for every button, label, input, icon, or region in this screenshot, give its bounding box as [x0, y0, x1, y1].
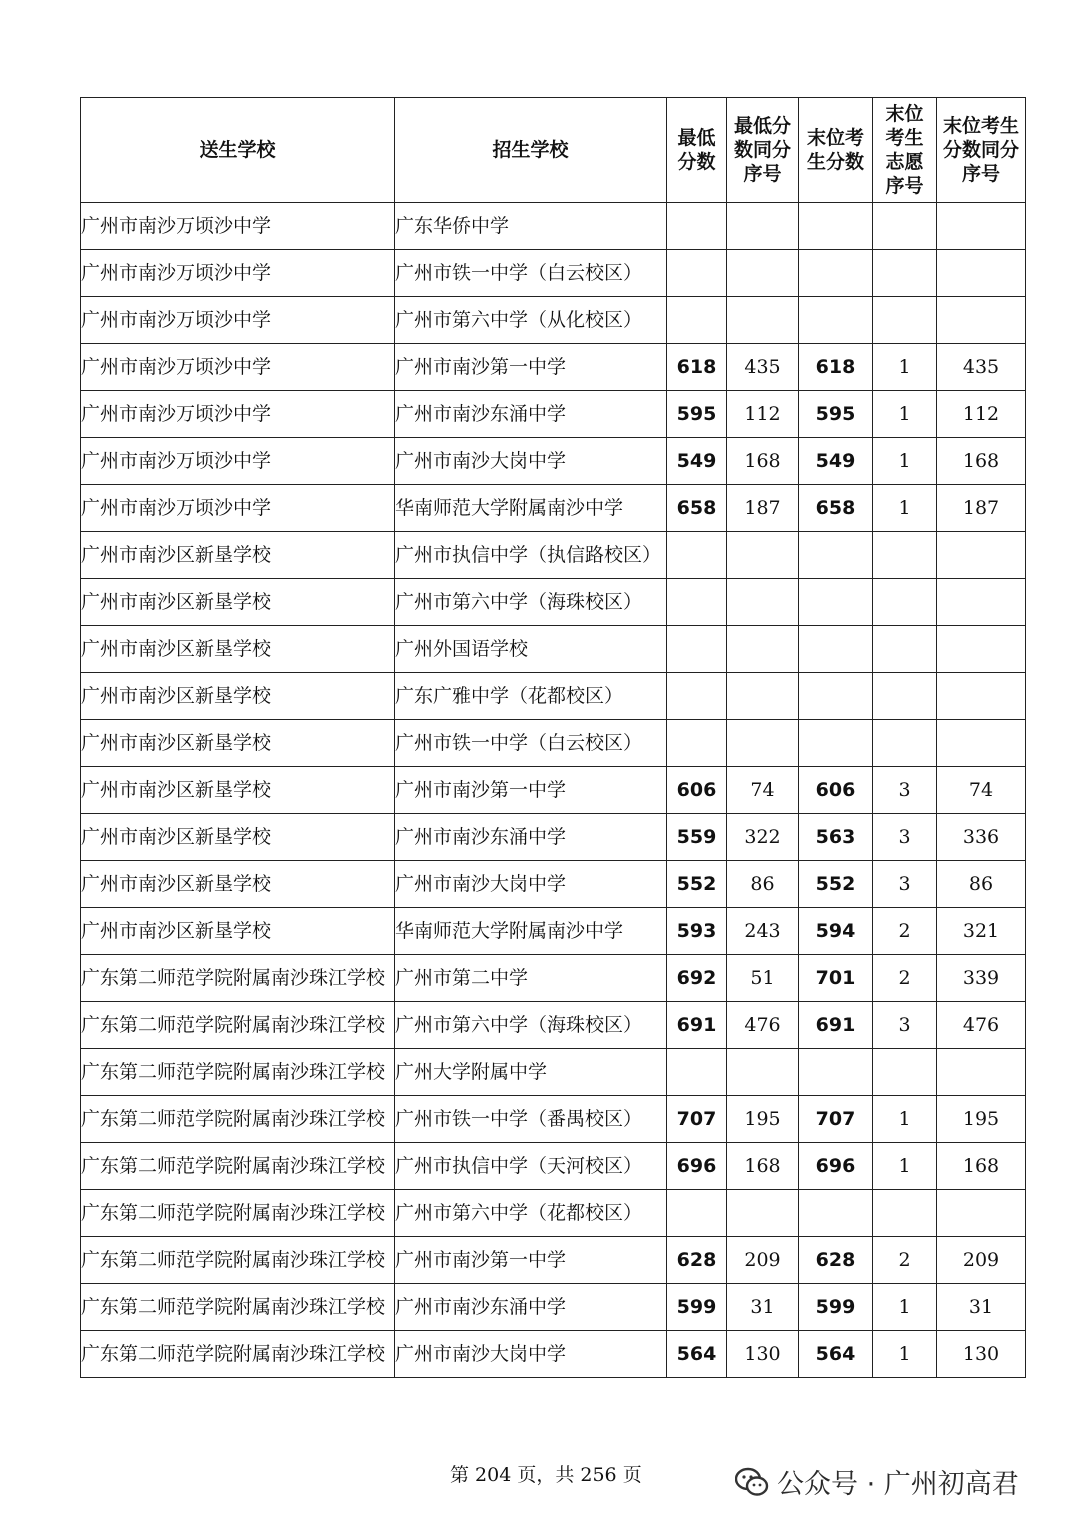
min-score-rank-cell: 168 [727, 438, 799, 485]
last-choice-no-cell: 1 [873, 1143, 937, 1190]
min-score-cell: 691 [667, 1002, 727, 1049]
header-admitting-school: 招生学校 [395, 98, 667, 203]
min-score-rank-cell [727, 297, 799, 344]
last-choice-no-cell: 1 [873, 1284, 937, 1331]
watermark-text: 公众号 · 广州初高君 [777, 1469, 1019, 1500]
table-row [81, 297, 1026, 344]
last-choice-no-cell: 1 [873, 485, 937, 532]
table-row [81, 955, 1026, 1002]
sending-school-cell: 广州市南沙万顷沙中学 [81, 391, 395, 438]
watermark [735, 1462, 1019, 1501]
last-choice-no-cell: 1 [873, 1096, 937, 1143]
min-score-rank-cell [727, 1190, 799, 1237]
score-table [80, 97, 1026, 1378]
last-score-rank-cell: 74 [937, 767, 1026, 814]
table-row [81, 720, 1026, 767]
last-score-cell [799, 673, 873, 720]
header-row [81, 98, 1026, 203]
header-last-score: 末位考生分数 [799, 98, 873, 203]
last-score-cell: 564 [799, 1331, 873, 1378]
last-choice-no-cell: 1 [873, 438, 937, 485]
last-score-rank-cell [937, 250, 1026, 297]
table-row [81, 391, 1026, 438]
last-score-cell: 599 [799, 1284, 873, 1331]
sending-school-cell: 广州市南沙万顷沙中学 [81, 344, 395, 391]
sending-school-cell: 广州市南沙区新垦学校 [81, 908, 395, 955]
table-row [81, 344, 1026, 391]
last-score-rank-cell: 112 [937, 391, 1026, 438]
sending-school-cell: 广州市南沙万顷沙中学 [81, 438, 395, 485]
min-score-cell [667, 1190, 727, 1237]
min-score-cell: 658 [667, 485, 727, 532]
last-score-cell [799, 1190, 873, 1237]
last-score-rank-cell [937, 1049, 1026, 1096]
min-score-cell: 707 [667, 1096, 727, 1143]
header-min-score: 最低分数 [667, 98, 727, 203]
table-row [81, 579, 1026, 626]
last-score-cell: 707 [799, 1096, 873, 1143]
last-score-rank-cell [937, 579, 1026, 626]
last-score-rank-cell: 321 [937, 908, 1026, 955]
last-choice-no-cell: 1 [873, 1331, 937, 1378]
table-row [81, 626, 1026, 673]
admitting-school-cell: 广州市南沙第一中学 [395, 767, 667, 814]
min-score-rank-cell: 435 [727, 344, 799, 391]
min-score-rank-cell: 74 [727, 767, 799, 814]
last-score-rank-cell [937, 203, 1026, 250]
admitting-school-cell: 广州市南沙大岗中学 [395, 438, 667, 485]
min-score-cell: 692 [667, 955, 727, 1002]
table-row [81, 438, 1026, 485]
min-score-cell [667, 203, 727, 250]
table-row [81, 250, 1026, 297]
table-row [81, 1096, 1026, 1143]
min-score-cell: 599 [667, 1284, 727, 1331]
admitting-school-cell: 广州市南沙东涌中学 [395, 391, 667, 438]
table-row [81, 1284, 1026, 1331]
last-score-rank-cell [937, 673, 1026, 720]
last-choice-no-cell [873, 626, 937, 673]
table-row [81, 861, 1026, 908]
min-score-rank-cell: 187 [727, 485, 799, 532]
sending-school-cell: 广州市南沙万顷沙中学 [81, 250, 395, 297]
min-score-rank-cell: 476 [727, 1002, 799, 1049]
min-score-cell: 564 [667, 1331, 727, 1378]
last-score-rank-cell: 86 [937, 861, 1026, 908]
sending-school-cell: 广州市南沙区新垦学校 [81, 579, 395, 626]
min-score-rank-cell [727, 673, 799, 720]
admitting-school-cell: 广州市铁一中学（白云校区） [395, 250, 667, 297]
sending-school-cell: 广东第二师范学院附属南沙珠江学校 [81, 1284, 395, 1331]
last-score-rank-cell: 195 [937, 1096, 1026, 1143]
last-choice-no-cell: 1 [873, 391, 937, 438]
last-choice-no-cell: 2 [873, 955, 937, 1002]
last-score-cell: 628 [799, 1237, 873, 1284]
last-choice-no-cell: 3 [873, 1002, 937, 1049]
last-score-rank-cell: 168 [937, 1143, 1026, 1190]
sending-school-cell: 广东第二师范学院附属南沙珠江学校 [81, 1096, 395, 1143]
min-score-rank-cell: 112 [727, 391, 799, 438]
sending-school-cell: 广东第二师范学院附属南沙珠江学校 [81, 1002, 395, 1049]
admitting-school-cell: 广东广雅中学（花都校区） [395, 673, 667, 720]
last-choice-no-cell [873, 532, 937, 579]
table-row [81, 1049, 1026, 1096]
min-score-rank-cell: 86 [727, 861, 799, 908]
last-score-cell [799, 579, 873, 626]
last-score-cell: 606 [799, 767, 873, 814]
min-score-cell: 549 [667, 438, 727, 485]
last-score-rank-cell [937, 720, 1026, 767]
admitting-school-cell: 广州市第六中学（花都校区） [395, 1190, 667, 1237]
min-score-cell [667, 250, 727, 297]
page-number: 第 204 页，共 256 页 [450, 1464, 642, 1486]
min-score-cell: 618 [667, 344, 727, 391]
admitting-school-cell: 广州市执信中学（天河校区） [395, 1143, 667, 1190]
table-row [81, 1143, 1026, 1190]
sending-school-cell: 广东第二师范学院附属南沙珠江学校 [81, 1049, 395, 1096]
table-row [81, 485, 1026, 532]
sending-school-cell: 广州市南沙万顷沙中学 [81, 203, 395, 250]
admitting-school-cell: 广州市南沙第一中学 [395, 344, 667, 391]
header-min-score-rank: 最低分数同分序号 [727, 98, 799, 203]
min-score-rank-cell [727, 1049, 799, 1096]
last-score-rank-cell [937, 532, 1026, 579]
last-score-rank-cell: 336 [937, 814, 1026, 861]
table-row [81, 908, 1026, 955]
table-row [81, 1002, 1026, 1049]
min-score-rank-cell: 31 [727, 1284, 799, 1331]
min-score-cell [667, 532, 727, 579]
min-score-cell: 559 [667, 814, 727, 861]
admitting-school-cell: 广州外国语学校 [395, 626, 667, 673]
last-choice-no-cell: 3 [873, 767, 937, 814]
last-score-rank-cell: 168 [937, 438, 1026, 485]
last-choice-no-cell [873, 297, 937, 344]
last-choice-no-cell: 3 [873, 814, 937, 861]
last-score-cell: 618 [799, 344, 873, 391]
table-row [81, 532, 1026, 579]
sending-school-cell: 广州市南沙区新垦学校 [81, 626, 395, 673]
last-score-cell [799, 626, 873, 673]
last-score-cell [799, 297, 873, 344]
min-score-cell [667, 720, 727, 767]
last-choice-no-cell [873, 720, 937, 767]
last-score-cell: 696 [799, 1143, 873, 1190]
admitting-school-cell: 广州市执信中学（执信路校区） [395, 532, 667, 579]
header-sending-school: 送生学校 [81, 98, 395, 203]
last-choice-no-cell [873, 579, 937, 626]
min-score-cell: 696 [667, 1143, 727, 1190]
min-score-rank-cell [727, 203, 799, 250]
sending-school-cell: 广州市南沙万顷沙中学 [81, 485, 395, 532]
admitting-school-cell: 广州市第六中学（从化校区） [395, 297, 667, 344]
admitting-school-cell: 广州市南沙第一中学 [395, 1237, 667, 1284]
last-score-rank-cell: 31 [937, 1284, 1026, 1331]
last-score-rank-cell: 130 [937, 1331, 1026, 1378]
min-score-cell: 595 [667, 391, 727, 438]
min-score-rank-cell [727, 579, 799, 626]
sending-school-cell: 广东第二师范学院附属南沙珠江学校 [81, 1143, 395, 1190]
sending-school-cell: 广州市南沙区新垦学校 [81, 673, 395, 720]
last-choice-no-cell [873, 203, 937, 250]
admitting-school-cell: 广州大学附属中学 [395, 1049, 667, 1096]
last-score-cell: 595 [799, 391, 873, 438]
last-score-rank-cell [937, 626, 1026, 673]
table-row [81, 1190, 1026, 1237]
min-score-cell [667, 673, 727, 720]
last-score-rank-cell: 435 [937, 344, 1026, 391]
last-score-cell [799, 203, 873, 250]
min-score-rank-cell: 130 [727, 1331, 799, 1378]
min-score-cell [667, 297, 727, 344]
min-score-rank-cell [727, 720, 799, 767]
admitting-school-cell: 广州市铁一中学（番禺校区） [395, 1096, 667, 1143]
min-score-cell: 628 [667, 1237, 727, 1284]
last-score-cell: 563 [799, 814, 873, 861]
min-score-rank-cell: 209 [727, 1237, 799, 1284]
last-score-cell: 691 [799, 1002, 873, 1049]
min-score-cell: 606 [667, 767, 727, 814]
last-choice-no-cell [873, 673, 937, 720]
last-choice-no-cell: 3 [873, 861, 937, 908]
last-score-cell: 658 [799, 485, 873, 532]
admitting-school-cell: 广州市南沙东涌中学 [395, 814, 667, 861]
last-choice-no-cell [873, 1049, 937, 1096]
min-score-cell [667, 626, 727, 673]
last-score-rank-cell [937, 1190, 1026, 1237]
last-choice-no-cell [873, 1190, 937, 1237]
admitting-school-cell: 华南师范大学附属南沙中学 [395, 908, 667, 955]
sending-school-cell: 广州市南沙区新垦学校 [81, 861, 395, 908]
admitting-school-cell: 广州市南沙大岗中学 [395, 861, 667, 908]
min-score-cell: 593 [667, 908, 727, 955]
table-row [81, 203, 1026, 250]
last-score-cell: 594 [799, 908, 873, 955]
sending-school-cell: 广州市南沙区新垦学校 [81, 532, 395, 579]
table-row [81, 814, 1026, 861]
min-score-rank-cell: 51 [727, 955, 799, 1002]
admitting-school-cell: 广州市第六中学（海珠校区） [395, 1002, 667, 1049]
wechat-icon [735, 1467, 769, 1497]
last-score-cell [799, 532, 873, 579]
header-last-choice-no: 末位考生志愿序号 [873, 98, 937, 203]
min-score-rank-cell: 168 [727, 1143, 799, 1190]
sending-school-cell: 广东第二师范学院附属南沙珠江学校 [81, 955, 395, 1002]
header-last-score-rank: 末位考生分数同分序号 [937, 98, 1026, 203]
sending-school-cell: 广东第二师范学院附属南沙珠江学校 [81, 1331, 395, 1378]
table-row [81, 1331, 1026, 1378]
last-score-cell [799, 1049, 873, 1096]
admitting-school-cell: 华南师范大学附属南沙中学 [395, 485, 667, 532]
last-score-cell: 552 [799, 861, 873, 908]
last-score-rank-cell: 339 [937, 955, 1026, 1002]
min-score-rank-cell: 243 [727, 908, 799, 955]
last-score-cell [799, 720, 873, 767]
last-score-rank-cell: 187 [937, 485, 1026, 532]
sending-school-cell: 广州市南沙区新垦学校 [81, 720, 395, 767]
last-score-rank-cell: 209 [937, 1237, 1026, 1284]
last-score-cell: 701 [799, 955, 873, 1002]
last-choice-no-cell: 2 [873, 1237, 937, 1284]
last-score-cell [799, 250, 873, 297]
sending-school-cell: 广州市南沙万顷沙中学 [81, 297, 395, 344]
admitting-school-cell: 广州市铁一中学（白云校区） [395, 720, 667, 767]
admitting-school-cell: 广州市第二中学 [395, 955, 667, 1002]
min-score-rank-cell [727, 532, 799, 579]
table-row [81, 1237, 1026, 1284]
admitting-school-cell: 广州市南沙东涌中学 [395, 1284, 667, 1331]
admitting-school-cell: 广东华侨中学 [395, 203, 667, 250]
admitting-school-cell: 广州市南沙大岗中学 [395, 1331, 667, 1378]
last-choice-no-cell [873, 250, 937, 297]
min-score-rank-cell [727, 626, 799, 673]
last-choice-no-cell: 2 [873, 908, 937, 955]
last-score-rank-cell [937, 297, 1026, 344]
min-score-rank-cell [727, 250, 799, 297]
last-choice-no-cell: 1 [873, 344, 937, 391]
last-score-cell: 549 [799, 438, 873, 485]
table-row [81, 767, 1026, 814]
sending-school-cell: 广东第二师范学院附属南沙珠江学校 [81, 1237, 395, 1284]
sending-school-cell: 广州市南沙区新垦学校 [81, 767, 395, 814]
min-score-rank-cell: 322 [727, 814, 799, 861]
admitting-school-cell: 广州市第六中学（海珠校区） [395, 579, 667, 626]
sending-school-cell: 广东第二师范学院附属南沙珠江学校 [81, 1190, 395, 1237]
last-score-rank-cell: 476 [937, 1002, 1026, 1049]
min-score-cell [667, 1049, 727, 1096]
table-row [81, 673, 1026, 720]
min-score-cell: 552 [667, 861, 727, 908]
min-score-cell [667, 579, 727, 626]
min-score-rank-cell: 195 [727, 1096, 799, 1143]
sending-school-cell: 广州市南沙区新垦学校 [81, 814, 395, 861]
